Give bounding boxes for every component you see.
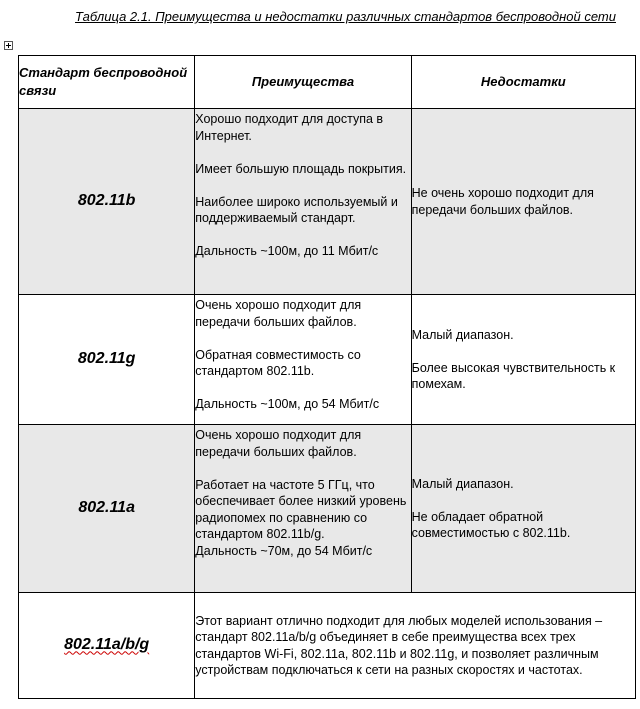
standard-label: 802.11a/b/g bbox=[64, 636, 150, 654]
advantages-cell bbox=[195, 295, 411, 425]
table-move-handle-icon[interactable] bbox=[4, 41, 13, 50]
standard-cell: 802.11b bbox=[19, 109, 195, 295]
header-disadvantages: Недостатки bbox=[411, 56, 635, 109]
table-caption: Таблица 2.1. Преимущества и недостатки различных стандартов беспроводной сети bbox=[75, 9, 616, 24]
disadvantage-text: Малый диапазон. bbox=[411, 476, 514, 491]
advantage-text: Дальность ~100м, до 54 Мбит/с bbox=[195, 397, 380, 411]
table-row bbox=[19, 109, 636, 295]
advantage-text: Дальность ~100м, до 11 Мбит/с bbox=[195, 244, 379, 258]
table-row bbox=[19, 425, 636, 593]
table-header-row bbox=[19, 56, 636, 109]
disadvantage-text: Не очень хорошо подходит для передачи больших файлов. bbox=[411, 186, 594, 217]
advantage-text: Очень хорошо подходит для передачи больших файлов. bbox=[195, 298, 362, 329]
advantage-text: Очень хорошо подходит для передачи больших файлов. bbox=[195, 428, 362, 459]
disadvantages-cell bbox=[411, 295, 635, 425]
disadvantage-text: Более высокая чувствительность к помехам. bbox=[411, 360, 616, 391]
description-text: Этот вариант отлично подходит для любых моделей использования – стандарт 802.11a/b/g объединяет в себе преимущества всех трех стандартов Wi-Fi, 802.11a, 802.11b и 802.11g, и позволяет различным устройствам подключаться к сети на разных скоростях и частотах. bbox=[195, 613, 603, 677]
advantages-cell bbox=[195, 109, 411, 295]
advantage-text: Работает на частоте 5 ГГц, что обеспечивает более низкий уровень радиопомех по сравнению со стандартом 802.11b/g. bbox=[195, 477, 407, 541]
description-cell bbox=[195, 593, 636, 699]
standard-cell bbox=[19, 593, 195, 699]
standard-cell: 802.11g bbox=[19, 295, 195, 425]
wireless-standards-table bbox=[18, 55, 636, 699]
advantage-text: Хорошо подходит для доступа в Интернет. bbox=[195, 112, 384, 143]
table-row bbox=[19, 593, 636, 699]
advantage-text: Наиболее широко используемый и поддерживаемый стандарт. bbox=[195, 194, 398, 225]
disadvantage-text: Малый диапазон. bbox=[411, 327, 514, 342]
advantage-text: Имеет большую площадь покрытия. bbox=[195, 161, 407, 176]
advantages-cell bbox=[195, 425, 411, 593]
disadvantage-text: Не обладает обратной совместимостью с 802.11b. bbox=[411, 509, 571, 540]
advantage-text: Обратная совместимость со стандартом 802.11b. bbox=[195, 347, 361, 378]
standard-cell: 802.11a bbox=[19, 425, 195, 593]
header-advantages: Преимущества bbox=[195, 56, 411, 109]
header-standard: Стандарт беспроводной связи bbox=[19, 56, 195, 109]
disadvantages-cell bbox=[411, 109, 635, 295]
table-row bbox=[19, 295, 636, 425]
disadvantages-cell bbox=[411, 425, 635, 593]
advantage-text: Дальность ~70м, до 54 Мбит/с bbox=[195, 543, 373, 558]
